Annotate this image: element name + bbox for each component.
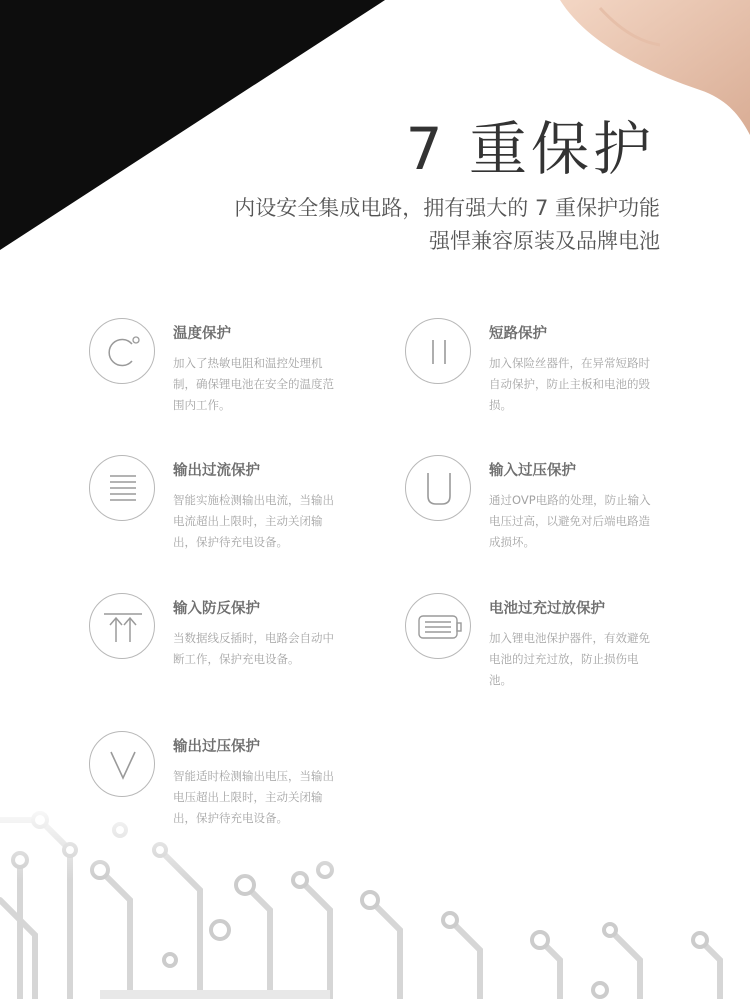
feature-title: 输出过流保护	[173, 463, 260, 479]
subtitle-line-2: 强悍兼容原装及品牌电池	[429, 229, 660, 253]
feature-description: 智能适时检测输出电压，当输出电压超出上限时，主动关闭输出，保护待充电设备。	[173, 769, 334, 825]
feature-description: 当数据线反插时，电路会自动中断工作，保护充电设备。	[173, 631, 334, 666]
feature-description: 智能实施检测输出电流，当输出电流超出上限时，主动关闭输出，保护待充电设备。	[173, 493, 334, 549]
u-shape-icon	[405, 455, 471, 521]
page-title: 7 重保护	[405, 115, 655, 183]
feature-description: 加入保险丝器件，在异常短路时自动保护，防止主板和电池的毁损。	[489, 356, 650, 412]
subtitle-line-1: 内设安全集成电路，拥有强大的 7 重保护功能	[234, 196, 660, 220]
feature-description: 加入锂电池保护器件，有效避免电池的过充过放，防止损伤电池。	[489, 631, 650, 687]
feature-title: 输出过压保护	[173, 739, 260, 755]
feature-output-overcurrent-protection	[89, 455, 389, 575]
feature-title: 输入防反保护	[173, 601, 260, 617]
feature-battery-protection	[405, 593, 705, 713]
feature-title: 电池过充过放保护	[489, 601, 605, 617]
feature-input-reverse-protection	[89, 593, 389, 713]
feature-temperature-protection	[89, 318, 389, 438]
lines-icon	[89, 455, 155, 521]
arrows-up-icon	[89, 593, 155, 659]
parallel-lines-icon	[405, 318, 471, 384]
feature-description: 通过OVP电路的处理，防止输入电压过高，以避免对后端电路造成损坏。	[489, 493, 651, 549]
feature-title: 温度保护	[173, 326, 231, 342]
thermometer-c-icon	[89, 318, 155, 384]
feature-short-circuit-protection	[405, 318, 705, 438]
v-shape-icon	[89, 731, 155, 797]
feature-description: 加入了热敏电阻和温控处理机制，确保锂电池在安全的温度范围内工作。	[173, 356, 334, 412]
feature-input-overvoltage-protection	[405, 455, 705, 575]
subtitle	[234, 192, 660, 258]
feature-title: 输入过压保护	[489, 463, 576, 479]
feature-title: 短路保护	[489, 326, 547, 342]
battery-icon	[405, 593, 471, 659]
feature-output-overvoltage-protection	[89, 731, 389, 851]
